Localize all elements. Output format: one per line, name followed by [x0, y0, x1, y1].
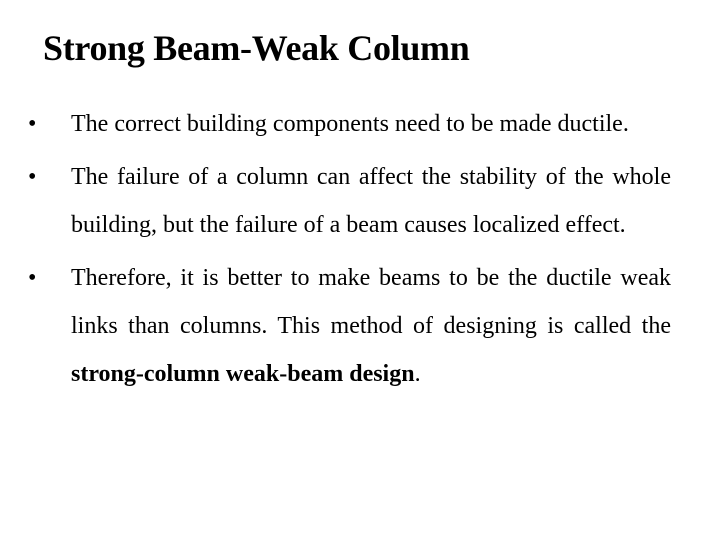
- bullet-dot-icon: •: [28, 265, 37, 291]
- bullet-dot-icon: •: [28, 111, 37, 137]
- bullet-text: The failure of a column can affect the stability of the whole building, but the failure of a beam causes localized effect.: [71, 164, 671, 238]
- bullet-bold-term: strong-column weak-beam design: [71, 361, 415, 387]
- bullet-dot-icon: •: [28, 164, 37, 190]
- bullet-text: The correct building components need to be made ductile.: [71, 111, 629, 137]
- bullet-item: [28, 254, 671, 398]
- bullet-text-before: Therefore, it is better to make beams to be the ductile weak links than columns. This method of designing is called the: [71, 265, 671, 339]
- bullet-list: [28, 100, 671, 403]
- bullet-text-after: .: [414, 361, 421, 387]
- bullet-item: [28, 100, 671, 148]
- bullet-item: [28, 153, 671, 249]
- slide-title: Strong Beam-Weak Column: [43, 28, 470, 68]
